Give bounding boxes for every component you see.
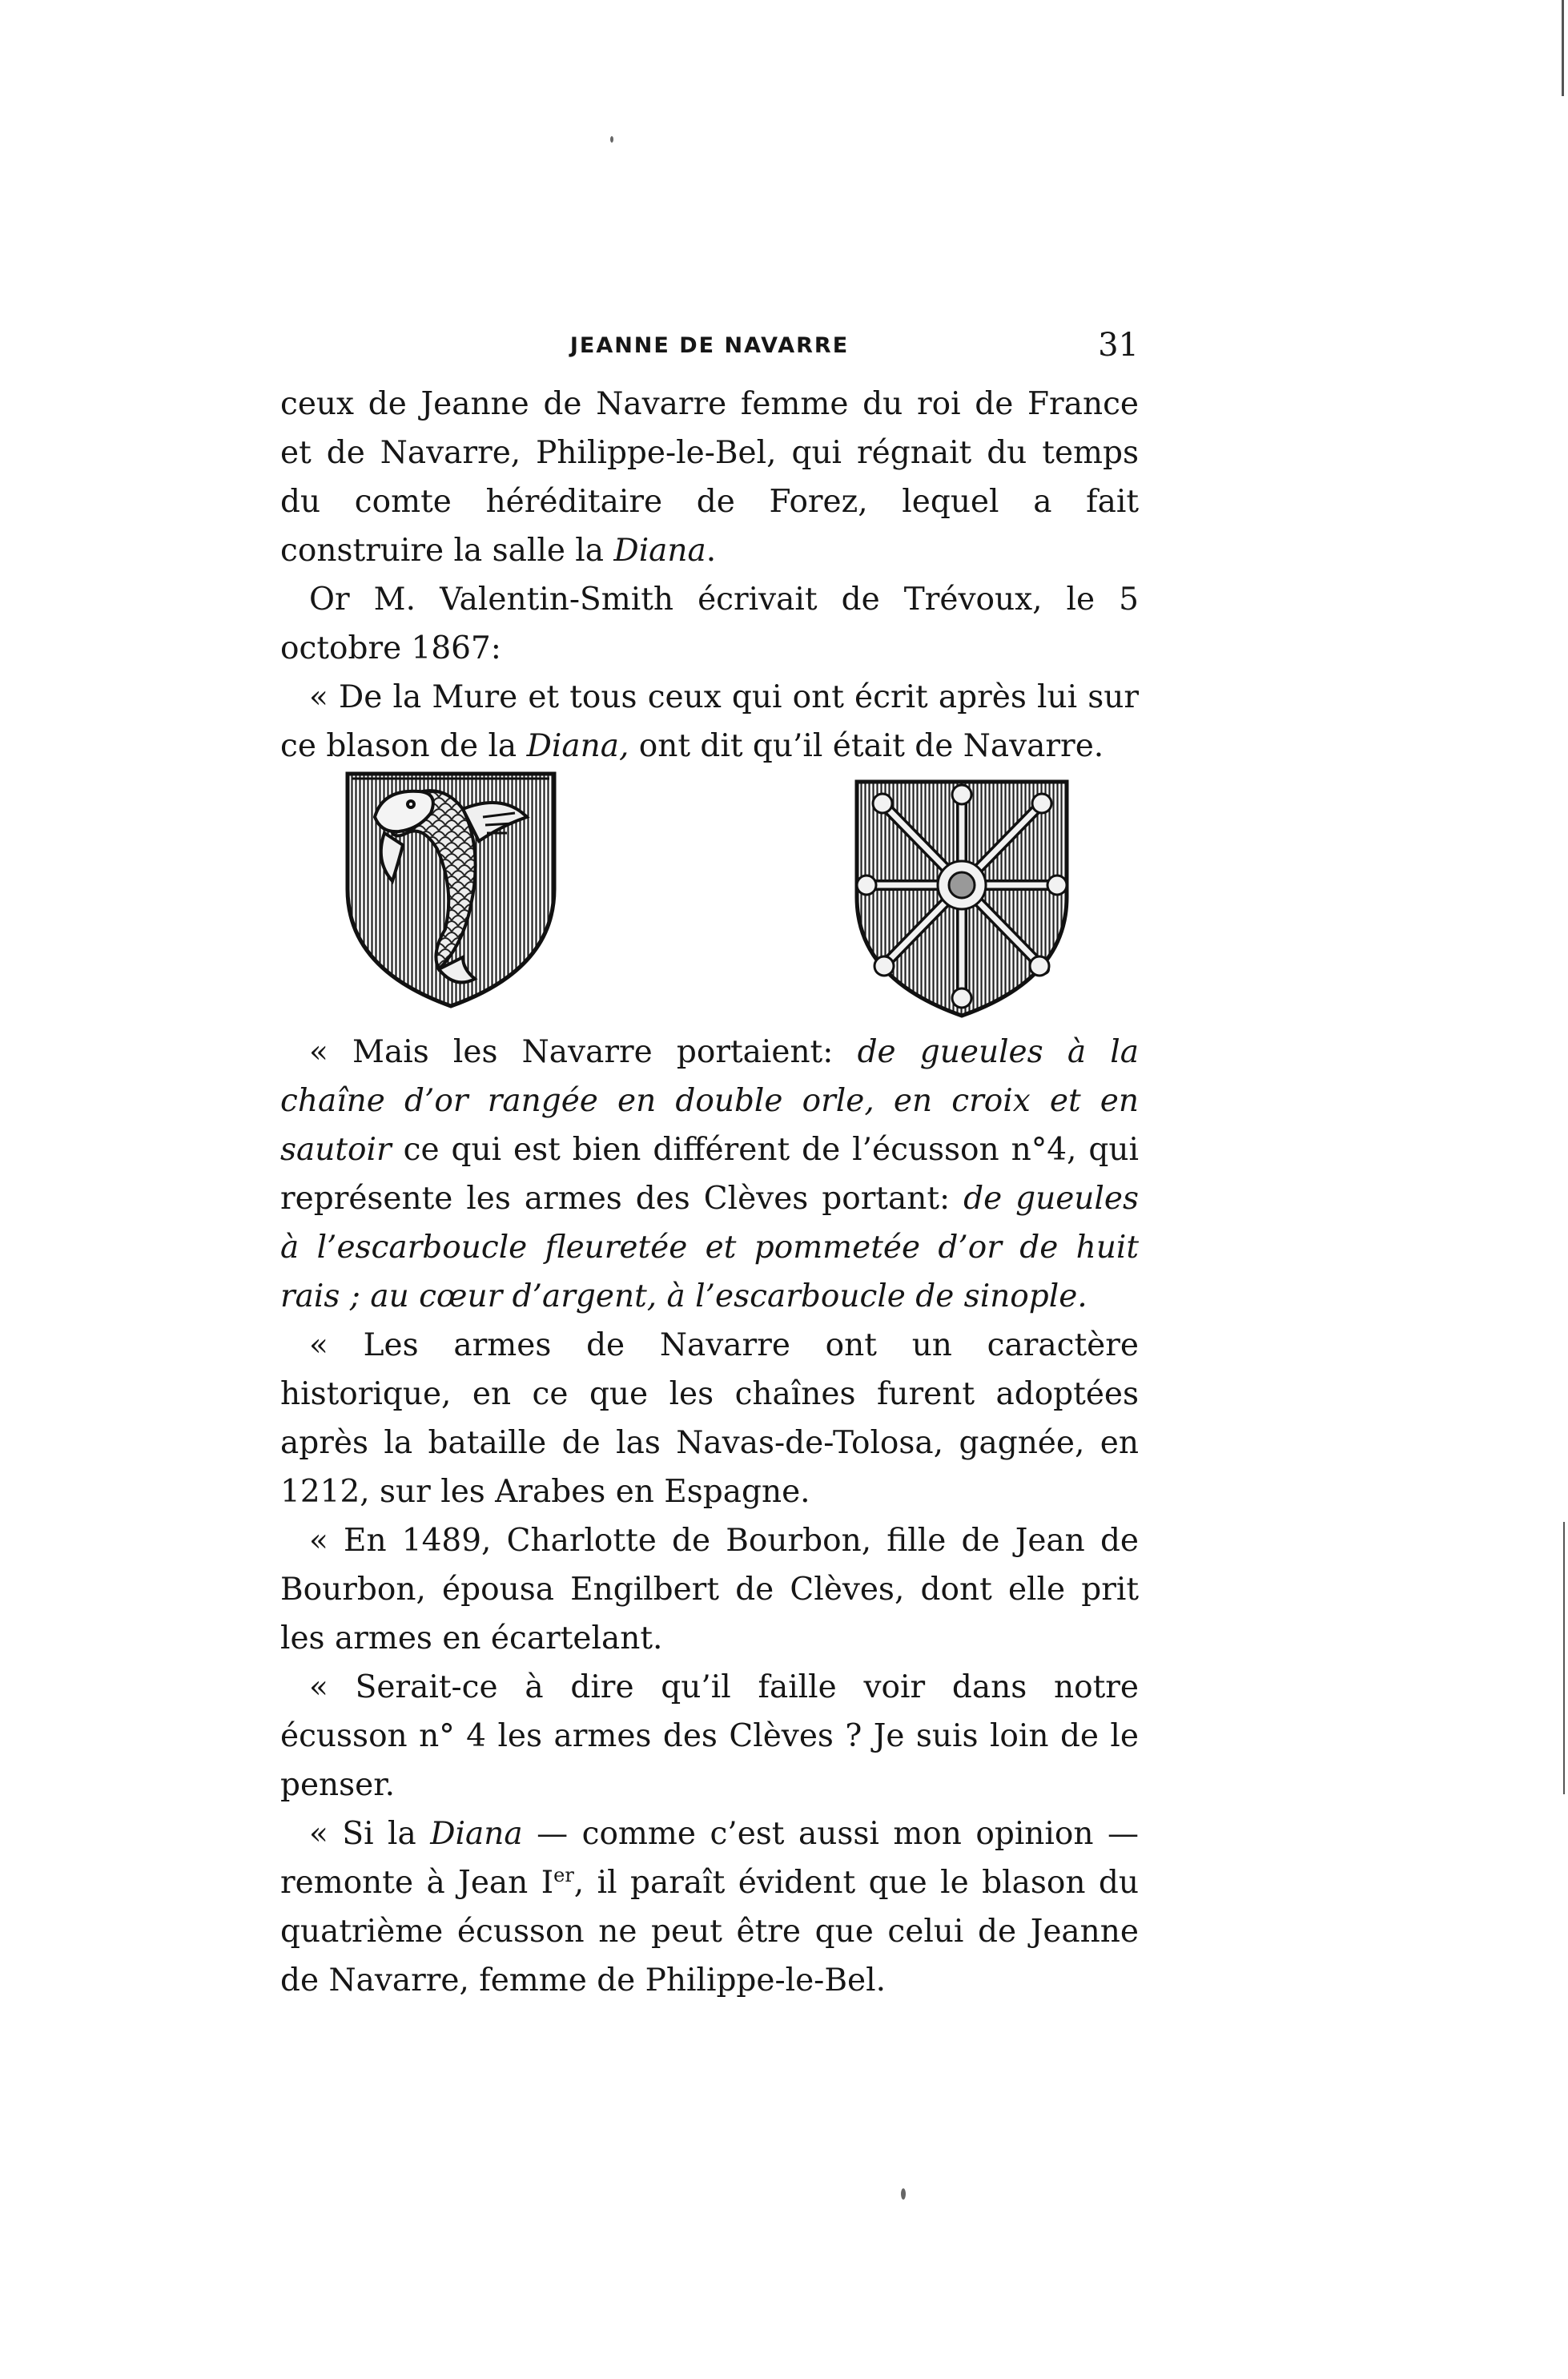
text-run: . bbox=[706, 533, 717, 569]
text-run: « Mais les Navarre portaient: bbox=[309, 1034, 858, 1070]
paragraph bbox=[280, 673, 1139, 771]
text-run: « Les armes de Navarre ont un caractère historique, en ce que les chaînes furent adoptées après la bataille de las Navas-de-Tolosa, gagnée, en 1212, sur les Arabes en Espagne. bbox=[280, 1327, 1139, 1510]
paragraph bbox=[280, 1663, 1139, 1809]
text-block-top bbox=[280, 380, 1139, 771]
italic-text: de gueules à la chaîne d’or rangée en double orle, en croix et en sautoir bbox=[280, 1034, 1139, 1168]
text-run: ceux de Jeanne de Navarre femme du roi de France et de Navarre, Philippe-le-Bel, qui régnait du temps du comte héréditaire de Forez, lequel a fait construire la salle la bbox=[280, 386, 1139, 569]
text-run: « Si la bbox=[309, 1816, 431, 1852]
dolphin-shield-illustration bbox=[343, 769, 559, 1009]
text-run: ce qui est bien différent de l’écusson n°4, qui représente les armes des Clèves portant: bbox=[280, 1132, 1139, 1217]
scan-edge-mark bbox=[1562, 0, 1564, 96]
paragraph bbox=[280, 1028, 1139, 1321]
italic-text: Diana, bbox=[526, 728, 629, 764]
text-run: « En 1489, Charlotte de Bourbon, fille de Jean de Bourbon, épousa Engilbert de Clèves, dont elle prit les armes en écartelant. bbox=[280, 1523, 1139, 1656]
scan-speck bbox=[901, 2188, 906, 2200]
text-run: , il paraît évident que le blason du quatrième écusson ne peut être que celui de Jeanne de Navarre, femme de Philippe-le-Bel. bbox=[280, 1865, 1139, 1999]
text-run: « Serait-ce à dire qu’il faille voir dans notre écusson n° 4 les armes des Clèves ? Je suis loin de le penser. bbox=[280, 1669, 1139, 1803]
text-run: Or M. Valentin-Smith écrivait de Trévoux, le 5 octobre 1867: bbox=[280, 582, 1139, 666]
paragraph bbox=[280, 1321, 1139, 1516]
paragraph bbox=[280, 380, 1139, 575]
italic-text: Diana bbox=[430, 1816, 523, 1852]
escarbuncle-shield-illustration bbox=[852, 777, 1071, 1019]
italic-text: de gueules à l’escarboucle fleuretée et pommetée d’or de huit rais ; au cœur d’argent, à l’escarboucle de sinople. bbox=[280, 1181, 1139, 1314]
superscript-text: er bbox=[553, 1864, 574, 1886]
page-number: 31 bbox=[1098, 327, 1139, 364]
paragraph bbox=[280, 1516, 1139, 1663]
paragraph bbox=[280, 1809, 1139, 2005]
text-run: ont dit qu’il était de Navarre. bbox=[629, 728, 1104, 764]
italic-text: Diana bbox=[613, 533, 706, 569]
text-run: « De la Mure et tous ceux qui ont écrit après lui sur ce blason de la bbox=[280, 679, 1139, 764]
page-header bbox=[280, 327, 1139, 372]
text-block-bottom bbox=[280, 1028, 1139, 2005]
paragraph bbox=[280, 575, 1139, 673]
scan-speck bbox=[610, 136, 613, 143]
scan-edge-mark bbox=[1563, 1522, 1565, 1794]
running-title: JEANNE DE NAVARRE bbox=[569, 333, 850, 358]
text-run: — comme c’est aussi mon opinion — remonte à Jean I bbox=[280, 1816, 1139, 1901]
